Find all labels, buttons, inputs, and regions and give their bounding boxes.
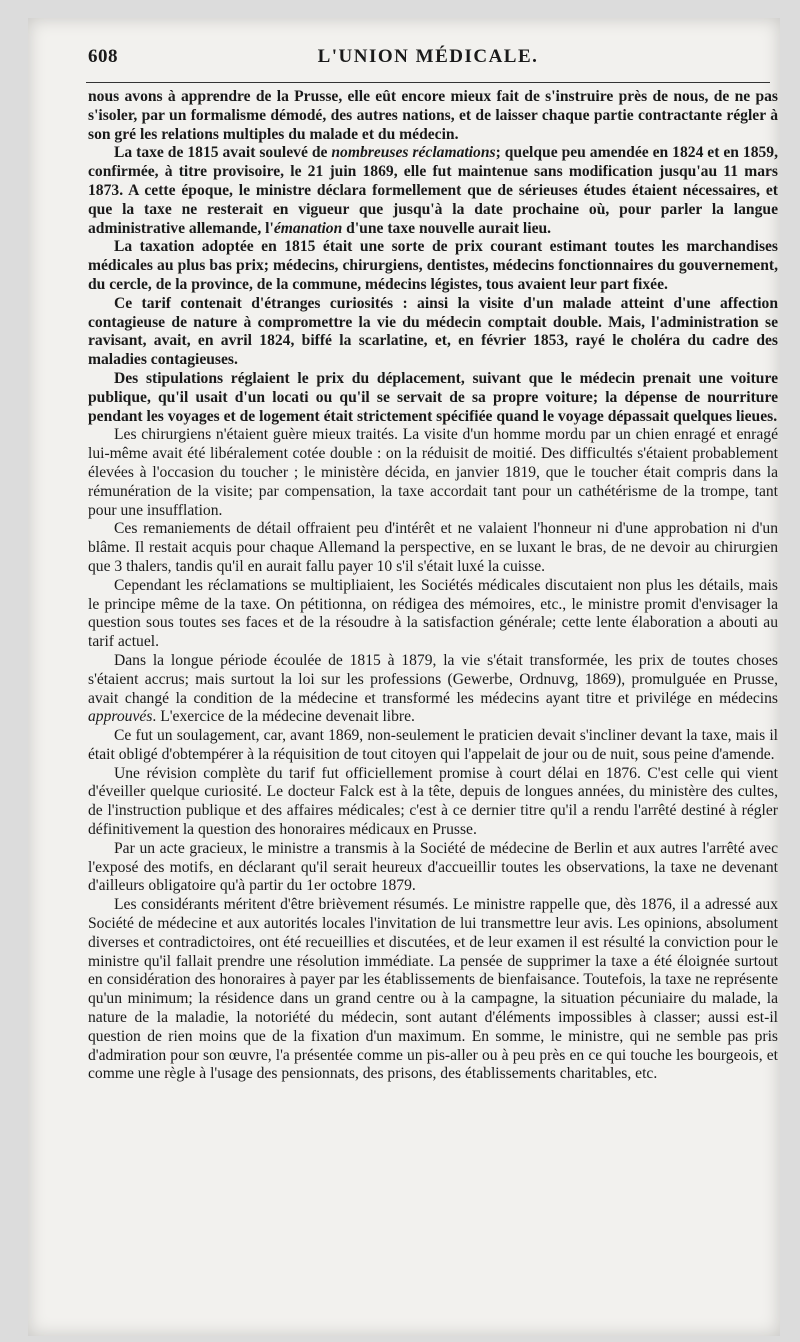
- header-rule: [86, 82, 770, 83]
- text-run: Des stipulations réglaient le prix du déplacement, suivant que le médecin prenait une voiture publique, qu'il usait d'un locati ou qu'il se servait de sa propre voiture; la dépense de nourriture pendant les voyages et de logement était strictement spécifiée quand le voyage dépassait quelques lieues.: [88, 369, 778, 425]
- paragraph-p13: [88, 896, 778, 1084]
- paragraph-p3: [88, 238, 778, 294]
- text-run: Cependant les réclamations se multipliaient, les Sociétés médicales discutaient non plus les détails, mais le principe même de la taxe. On pétitionna, on rédigea des mémoires, etc., le ministre promit d'envisager la question sous toutes ses faces et de la résoudre à la satisfaction générale; cette lente élaboration a abouti au tarif actuel.: [88, 576, 778, 651]
- italic-phrase: émanation: [273, 219, 343, 237]
- text-run: Par un acte gracieux, le ministre a transmis à la Société de médecine de Berlin et aux autres l'arrêté avec l'exposé des motifs, en déclarant qu'il serait heureux d'accueillir toutes les observations, la taxe ne devenant d'ailleurs obligatoire qu'à partir du 1er octobre 1879.: [88, 839, 778, 895]
- text-run: La taxation adoptée en 1815 était une sorte de prix courant estimant toutes les marchandises médicales au plus bas prix; médecins, chirurgiens, dentistes, médecins fonctionnaires du gouvernement, du cercle, de la province, de la commune, médecins légistes, tous avaient leur part fixée.: [88, 238, 778, 293]
- italic-phrase: approuvés: [88, 708, 153, 726]
- text-run: Les considérants méritent d'être brièvement résumés. Le ministre rappelle que, dès 1876, il a adressé aux Société de médecine et aux autorités locales l'invitation de lui transmettre leur avis. Les opinions, absolument diverses et contradictoires, ont été recueillies et discutées, et de leur examen il est résulté la conviction pour le ministre qu'il fallait prendre une résolution immédiate. La pensée de supprimer la taxe a été éloignée surtout en considération des honoraires à payer par les établissements de bienfaisance. Toutefois, la taxe ne représente qu'un minimum; la résidence dans un grand centre ou à la campagne, la situation pécuniaire du malade, la nature de la maladie, la notoriété du médecin, sont autant d'éléments impossibles à classer; aussi est-il question de rien moins que de la fixation d'un maximum. En somme, le ministre, qui ne semble pas pris d'admiration pour son œuvre, l'a présentée comme un pis-aller ou à peu près en ce qui touche les bourgeois, et comme une règle à l'usage des pensionnats, des prisons, des établissements charitables, etc.: [88, 896, 778, 1083]
- text-run: Les chirurgiens n'étaient guère mieux traités. La visite d'un homme mordu par un chien enragé et enragé lui-même avait été libéralement cotée double : on la réduisit de moitié. Des difficultés s'étaient probablement élevées à l'occasion du toucher ; le ministère décida, en janvier 1819, que le toucher était compris dans la rémunération de la visite; par compensation, la taxe accordait tant pour un cathétérisme de la trompe, tant pour une insufflation.: [88, 426, 778, 519]
- paragraph-p10: [88, 727, 778, 765]
- paragraph-p7: [88, 520, 778, 576]
- paragraph-p5: [88, 370, 778, 426]
- text-run: ; quelque peu amendée en 1824 et en 1859, confirmée, à titre provisoire, le 21 juin 1869, elle fut maintenue sans modification jusqu'au 11 mars 1873. A cette époque, le ministre déclara formellement que de sérieuses études étaient nécessaires, et que la taxe ne resterait en vigueur que jusqu'à la date prochaine où, pour parler la langue administrative allemande, l': [88, 144, 779, 237]
- journal-title: L'UNION MÉDICALE.: [317, 46, 539, 67]
- running-head: [88, 46, 768, 76]
- paragraph-p11: [88, 765, 778, 840]
- paragraph-p12: [88, 840, 778, 896]
- text-run: Ce fut un soulagement, car, avant 1869, non-seulement le praticien devait s'incliner devant la taxe, mais il était obligé d'obtempérer à la réquisition de tout citoyen qui l'appelait de jour ou de nuit, sous peine d'amende.: [88, 727, 778, 763]
- italic-phrase: nombreuses réclamations: [331, 144, 496, 162]
- text-run: Ce tarif contenait d'étranges curiosités : ainsi la visite d'un malade atteint d'une affection contagieuse de nature à compromettre la vie du médecin comptait double. Mais, l'administration se ravisant, avait, en avril 1824, biffé la scarlatine, et, en février 1853, rayé le choléra du cadre des maladies contagieuses.: [88, 294, 778, 369]
- article-body: [88, 88, 778, 1084]
- paragraph-p6: [88, 426, 778, 520]
- text-run: Dans la longue période écoulée de 1815 à 1879, la vie s'était transformée, les prix de toutes choses s'étaient accrus; mais surtout la loi sur les professions (Gewerbe, Ordnuvg, 1869), promulguée en Prusse, avait changé la condition de la médecine et transformé les médecins ayant titre et privilége en médecins: [88, 651, 778, 707]
- paragraph-p2: [88, 144, 778, 238]
- page-number: 608: [88, 46, 118, 67]
- text-run: . L'exercice de la médecine devenait libre.: [152, 708, 415, 726]
- paragraph-p1: [88, 88, 778, 144]
- paragraph-p8: [88, 577, 778, 652]
- text-run: Une révision complète du tarif fut officiellement promise à court délai en 1876. C'est celle qui vient d'éveiller quelque curiosité. Le docteur Falck est à la tête, depuis de longues années, du ministère des cultes, de l'instruction publique et des affaires médicales; c'est à ce dernier titre qu'il a rendu l'arrêté destiné à régler définitivement la question des honoraires médicaux en Prusse.: [88, 764, 778, 839]
- text-run: nous avons à apprendre de la Prusse, elle eût encore mieux fait de s'instruire près de nous, de ne pas s'isoler, par un formalisme démodé, des autres nations, et de laisser chaque partie contractante régler à son gré les relations multiples du malade et du médecin.: [88, 88, 778, 143]
- text-run: Ces remaniements de détail offraient peu d'intérêt et ne valaient l'honneur ni d'une approbation ni d'un blâme. Il restait acquis pour chaque Allemand la perspective, en se luxant le bras, de ne devoir au chirurgien que 3 thalers, tandis qu'il en aurait fallu payer 10 s'il s'était luxé la cuisse.: [88, 520, 778, 575]
- text-run: d'une taxe nouvelle aurait lieu.: [342, 219, 552, 237]
- text-run: La taxe de 1815 avait soulevé de: [114, 144, 332, 162]
- journal-page: [28, 18, 780, 1336]
- paragraph-p4: [88, 295, 778, 370]
- paragraph-p9: [88, 652, 778, 727]
